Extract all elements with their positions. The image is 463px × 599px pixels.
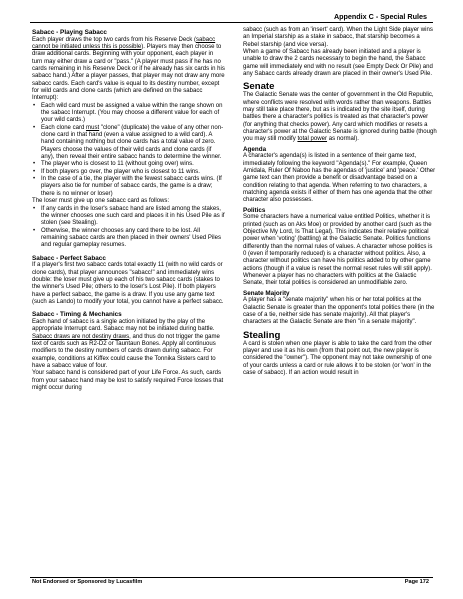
paragraph-loser: The loser must give up one sabacc card as follows: [32, 198, 170, 205]
paragraph-continued: sabacc (such as from an 'insert' card). When the Light Side player wins an Imperial starship as a stake in sabacc, that starship becomes a Rebel starship (and vice versa). [243, 27, 433, 48]
page-header [0, 12, 463, 21]
heading-politics: Politics [243, 206, 266, 214]
paragraph-politics: Some characters have a numerical value entitled Politics, whether it is printed (such as on Aks Moe) or provided by another card (such as the Objective My Lord, Is That Legal). This indicates their relative political power when 'voting' (battling) at the Galactic Senate. Politics functions differently than the normal rules of values. A character whose politics is 0 (even if temporarily reduced) is a character without politics. Also, a character without politics can have his politics added to by other game actions (though if a value is reset the normal reset rules will still apply). Whenever a player has no characters with politics at the Galactic Senate, their total politics is considered an unmodifiable zero. [243, 214, 433, 287]
footer-rule [30, 577, 433, 578]
page-number: Page 172 [404, 579, 429, 585]
heading-playing-sabacc: Sabacc - Playing Sabacc [32, 29, 107, 36]
paragraph-stealing: A card is stolen when one player is able to take the card from the other player and use it as his own (from that point out, the new player is considered the "owner"). The opponent may not take ownership of one of your cards unless a card or rule allows it to be stolen (or 'won' in the case of sabacc). If an action would result in [243, 340, 432, 376]
paragraph-senate-majority: A player has a "senate majority" when his or her total politics at the Galactic Senate is greater than the opponent's total politics there (in the case of a tie, neither side has senate majority). All that player's characters at the Galactic Senate are then "in a senate majority". [243, 297, 435, 326]
heading-stealing: Stealing [243, 329, 281, 341]
paragraph-senate [243, 92, 437, 143]
text: , and thus do not trigger the game text of cards such as R2-D2 or Tauntaun Bones. Apply all continuous modifiers to the destiny numbers of cards drawn during sabacc. For example, conditions at Kiffex could cause the Tonnika Sisters card to have a sabacc value of four. [32, 333, 220, 369]
underlined-text: must [86, 124, 100, 131]
paragraph-continued-2: When a game of Sabacc has already been initiated and a player is unable to draw the 2 cards necessary to begin the hand, the Sabacc game will immediately end with no result (see Empty Deck Or Pile) and any Sabacc cards already drawn are placed in their owner's Used Pile. [243, 49, 433, 78]
paragraph-agenda: A character's agenda(s) is listed in a sentence of their game text, immediately following the keyword "Agenda(s)." For example, Queen Amidala, Ruler Of Naboo has the agendas of 'justice' and 'peace.' Other game text can then provide a benefit or disadvantage based on a condition relating to that agenda. When referring to two characters, a matching agenda exists if either of them has one agenda that the other character also possesses. [243, 153, 436, 204]
list-item: • In the case of a tie, the player with the fewest sabacc cards wins. (If players also tie for number of sabacc cards, the game is a draw; there is no winner or loser) [41, 176, 225, 198]
bullet-list-loser [32, 206, 225, 250]
bullet-list-values [32, 103, 225, 198]
list-item: • The player who is closest to 11 (without going over) wins. [41, 161, 225, 168]
underlined-text: Sabacc draws are not destiny draws [32, 333, 130, 340]
text: Each player draws the top two cards from his Reserve Deck ( [32, 36, 197, 43]
appendix-title: Appendix C - Special Rules [333, 12, 427, 21]
heading-senate: Senate [243, 81, 275, 93]
underlined-text: total power [297, 136, 328, 143]
underlined-text: sabacc cannot be initiated unless this is possible [32, 36, 216, 50]
heading-timing-mechanics: Sabacc - Timing & Mechanics [32, 311, 122, 319]
paragraph-playing [32, 37, 225, 103]
list-item: • If any cards in the loser's sabacc hand are listed among the stakes, the winner chooses one such card and places it in his Used Pile as if stolen (see Stealing). [41, 206, 225, 228]
paragraph-timing-2: Your sabacc hand is considered part of your Life Force. As such, cards from your sabacc hand may be lost to satisfy required Force losses that might occur during [32, 370, 224, 391]
heading-senate-majority: Senate Majority [243, 289, 290, 297]
right-column [243, 27, 437, 377]
text: The Galactic Senate was the center of government in the Old Republic, where conflicts were resolved with words rather than weapons. Battles may still take place there, but as is indicated by the site itself, during battles there a character's politics is treated as that character's power (for anything that checks power). Any card which modifies or resets a character's power at the Galactic Senate is ignored during battle (though you may still modify [243, 92, 437, 143]
list-item: • Each wild card must be assigned a value within the range shown on the sabacc Interrupt. (You may choose a different value for each of your wild cards.) [41, 103, 225, 125]
paragraph-timing [32, 319, 225, 370]
heading-perfect-sabacc: Sabacc - Perfect Sabacc [32, 254, 106, 262]
text: as normal). [327, 136, 359, 143]
header-rule [30, 22, 433, 23]
text: ). Players may then choose to draw additional cards. Beginning with your opponent, each player in turn may either draw a card or "pass." (A player must pass if he has no cards remaining in his Reserve Deck or if he already has six cards in his sabacc hand.) After a player passes, that player may not draw any more sabacc cards. Each card's value is equal to its destiny number, except for wild cards and clone cards (which are defined on the sabacc Interrupt): [32, 43, 225, 102]
list-item [41, 125, 225, 162]
list-item: • If both players go over, the player who is closest to 11 wins. [41, 169, 225, 176]
heading-agenda: Agenda [243, 145, 267, 153]
footer-disclaimer: Not Endorsed or Sponsored by Lucasfilm [32, 579, 143, 585]
text: Each hand of sabacc is a single action initiated by the play of the appropriate Interrupt card. Sabacc may not be initiated during battle. [32, 318, 215, 333]
paragraph-perfect: If a player's first two sabacc cards total exactly 11 (with no wild cards or clone cards), that player announces "sabacc!" and immediately wins double: the loser must give up each of his two sabacc cards (stakes to the winner's Used Pile; others to the loser's Lost Pile). If both players have a perfect sabacc, the game is a draw. If you use any game text (such as Lando) to modify your total, you cannot have a perfect sabacc. [32, 262, 224, 305]
text: Each clone card [41, 124, 87, 131]
list-item: • Otherwise, the winner chooses any card there to be lost. All remaining sabacc cards are then placed in their owners' Used Piles and regular gameplay resumes. [41, 228, 225, 250]
left-column [32, 27, 225, 392]
text: "clone" (duplicate) the value of any other non-clone card in that hand (even a value assigned to a wild card). A hand containing nothing but clone cards has a total value of zero. Players choose the values of their wild cards and clone cards (if any), then reveal their entire sabacc hands to determine the winner. [41, 124, 224, 161]
